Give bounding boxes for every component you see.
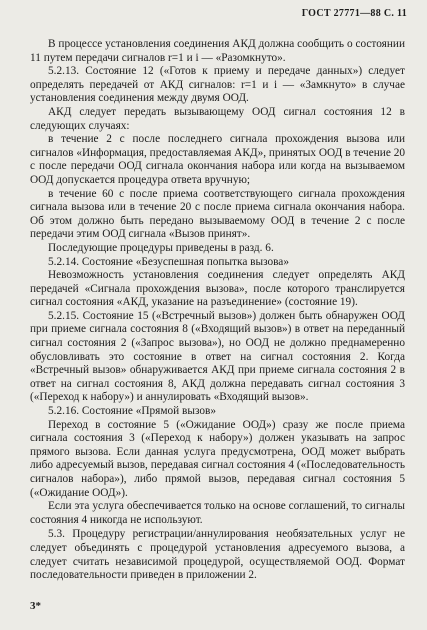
section-heading: 5.2.14. Состояние «Безуспешная попытка вызова» [48, 255, 289, 268]
document-body [30, 38, 405, 583]
section-heading: 5.2.16. Состояние «Прямой вызов» [48, 405, 216, 418]
paragraph: в течение 60 с после приема соответствующего сигнала прохождения сигнала вызова или в течение 20 с после приема сигнала окончания набора. Об этом должно быть передано вызываемому ООД в течение 2 с после передачи этим ООД сигнала «Вызов принят». [30, 187, 405, 241]
paragraph: Последующие процедуры приведены в разд. 6. [48, 241, 274, 254]
paragraph: 5.2.15. Состояние 15 («Встречный вызов») должен быть обнаружен ООД при приеме сигнала состояния 8 («Входящий вызов») в ответ на переданный сигнал состояния 2 («Запрос вызова»), но ООД не должно преднамеренно обусловливать это состояние в ответ на сигнал состояния 2. Когда «Встречный вызов» обнаруживается АКД при приеме сигнала состояния 2 в ответ на сигнал состояния 8, АКД должна передавать сигнал состояния 3 («Переход к набору») и аннулировать «Входящий вызов». [30, 309, 405, 404]
paragraph: 5.2.13. Состояние 12 («Готов к приему и передаче данных») следует определять передачей от АКД сигналов: r=1 и i — «Замкнуто» в случае установления соединения между двумя ООД. [30, 65, 405, 105]
paragraph: в течение 2 с после последнего сигнала прохождения вызова или сигналов «Информация, предоставляемая АКД», принятых ООД в течение 20 с после передачи ООД сигнала окончания набора или когда на вызываемом ООД допускается процедура ответа вручную; [30, 133, 405, 186]
paragraph: АКД следует передать вызывающему ООД сигнал состояния 12 в следующих случаях: [30, 105, 405, 132]
paragraph: Невозможность установления соединения следует определять АКД передачей «Сигнала прохождения вызова», после которого транслируется сигнал состояния «АКД, указание на разъединение» (состояние 19). [30, 269, 405, 309]
paragraph: Переход в состояние 5 («Ожидание ООД») сразу же после приема сигнала состояния 3 («Переход к набору») должен указывать на запрос прямого вызова. Если данная услуга предусмотрена, ООД может выбрать либо адресуемый вызов, передавая сигнал состояния 4 («Последовательность сигналов набора»), либо прямой вызов, передавая сигнал состояния 5 («Ожидание ООД»). [30, 418, 405, 499]
paragraph: Если эта услуга обеспечивается только на основе соглашений, то сигналы состояния 4 никогда не используют. [30, 500, 405, 526]
paragraph: В процессе установления соединения АКД должна сообщить о состоянии 11 путем передачи сигналов r=1 и i — «Разомкнуто». [30, 38, 405, 64]
page-footer-mark: 3* [30, 600, 41, 612]
page-header: ГОСТ 27771—88 С. 11 [301, 8, 407, 19]
paragraph: 5.3. Процедуру регистрации/аннулирования необязательных услуг не следует объединять с процедурой установления адресуемого вызова, а следует считать независимой процедурой, осуществляемой ООД. Формат последовательности приведен в приложении 2. [30, 528, 405, 582]
